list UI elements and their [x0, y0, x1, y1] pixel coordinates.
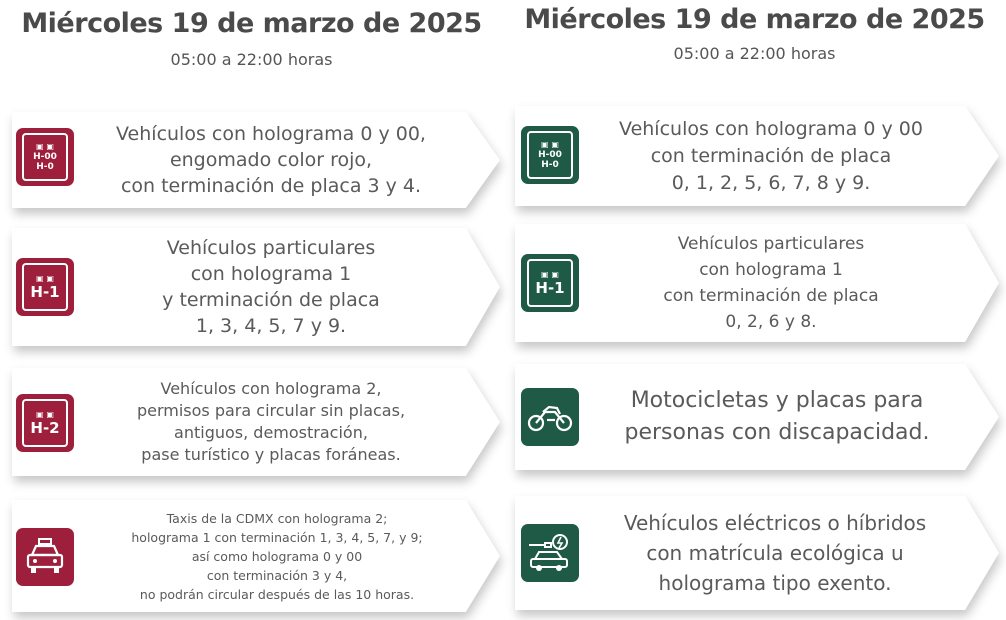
restriction-card [12, 228, 500, 346]
card-text-line: con matrícula ecológica u [646, 541, 904, 565]
card-text-line: holograma 1 con terminación 1, 3, 4, 5, 7, y 9; [131, 529, 423, 545]
right-title: Miércoles 19 de marzo de 2025 [524, 4, 985, 35]
restriction-card [515, 106, 999, 206]
restriction-card [12, 500, 500, 612]
card-text-line: con terminación de placa [650, 144, 892, 167]
restriction-card [12, 112, 500, 208]
card-text-line: antiguos, demostración, [174, 423, 368, 442]
card-text-line: con terminación de placa 3 y 4. [120, 175, 422, 197]
card-text-line: con terminación 3 y 4, [206, 567, 348, 583]
card-text [585, 224, 957, 342]
card-text-line: Vehículos particulares [166, 237, 376, 259]
card-text-line: Motocicletas y placas para [630, 388, 924, 413]
left-title: Miércoles 19 de marzo de 2025 [21, 8, 482, 39]
hologram-h1-icon: ▣ ▣ H-1 [16, 258, 74, 316]
card-text-line: Taxis de la CDMX con holograma 2; [166, 510, 388, 526]
restriction-card [12, 368, 500, 476]
card-text-line: y terminación de placa [162, 289, 380, 311]
hologram-h00-h0-icon: ▣ ▣ H-00 H-0 [521, 126, 579, 184]
card-text-line: 1, 3, 4, 5, 7 y 9. [195, 315, 347, 337]
card-text-line: personas con discapacidad. [624, 420, 930, 445]
card-text-line: pase turístico y placas foráneas. [141, 445, 401, 464]
card-text-line: 0, 1, 2, 5, 6, 7, 8 y 9. [671, 171, 871, 194]
card-text-line: engomado color rojo, [169, 149, 373, 171]
electric-car-icon [521, 524, 579, 582]
hologram-h00-h0-icon: ▣ ▣ H-00 H-0 [16, 128, 74, 186]
restriction-card [515, 364, 999, 470]
restriction-card [515, 496, 999, 610]
taxi-icon [16, 528, 74, 586]
card-text-line: holograma tipo exento. [658, 571, 892, 595]
card-text-line: Vehículos particulares [677, 234, 865, 254]
card-text-line: Vehículos con holograma 0 y 00 [619, 117, 923, 140]
card-text [585, 106, 957, 206]
left-subtitle: 05:00 a 22:00 horas [170, 50, 333, 69]
card-text [82, 112, 460, 208]
motorcycle-icon [521, 388, 579, 446]
card-text-line: Vehículos con holograma 2, [160, 379, 382, 398]
card-text [82, 368, 460, 476]
right-subtitle: 05:00 a 22:00 horas [673, 44, 836, 63]
card-text [589, 496, 961, 610]
card-text-line: Vehículos eléctricos o híbridos [623, 511, 927, 535]
card-text-line: 0, 2, 6 y 8. [725, 312, 817, 332]
card-text [82, 228, 460, 346]
hologram-h1-icon: ▣ ▣ H-1 [521, 254, 579, 312]
card-text-line: así como holograma 0 y 00 [191, 548, 363, 564]
hologram-h2-icon: ▣ ▣ H-2 [16, 394, 74, 452]
card-text-line: Vehículos con holograma 0 y 00, [116, 123, 426, 145]
restriction-card [515, 224, 999, 342]
card-text-line: permisos para circular sin placas, [136, 401, 406, 420]
card-text-line: con holograma 1 [190, 263, 352, 285]
card-text-line: con holograma 1 [699, 260, 843, 280]
card-text [82, 500, 472, 612]
right-panel [503, 0, 1006, 620]
card-text-line: no podrán circular después de las 10 horas. [139, 586, 415, 602]
card-text-line: con terminación de placa [663, 286, 879, 306]
card-text [591, 364, 963, 470]
